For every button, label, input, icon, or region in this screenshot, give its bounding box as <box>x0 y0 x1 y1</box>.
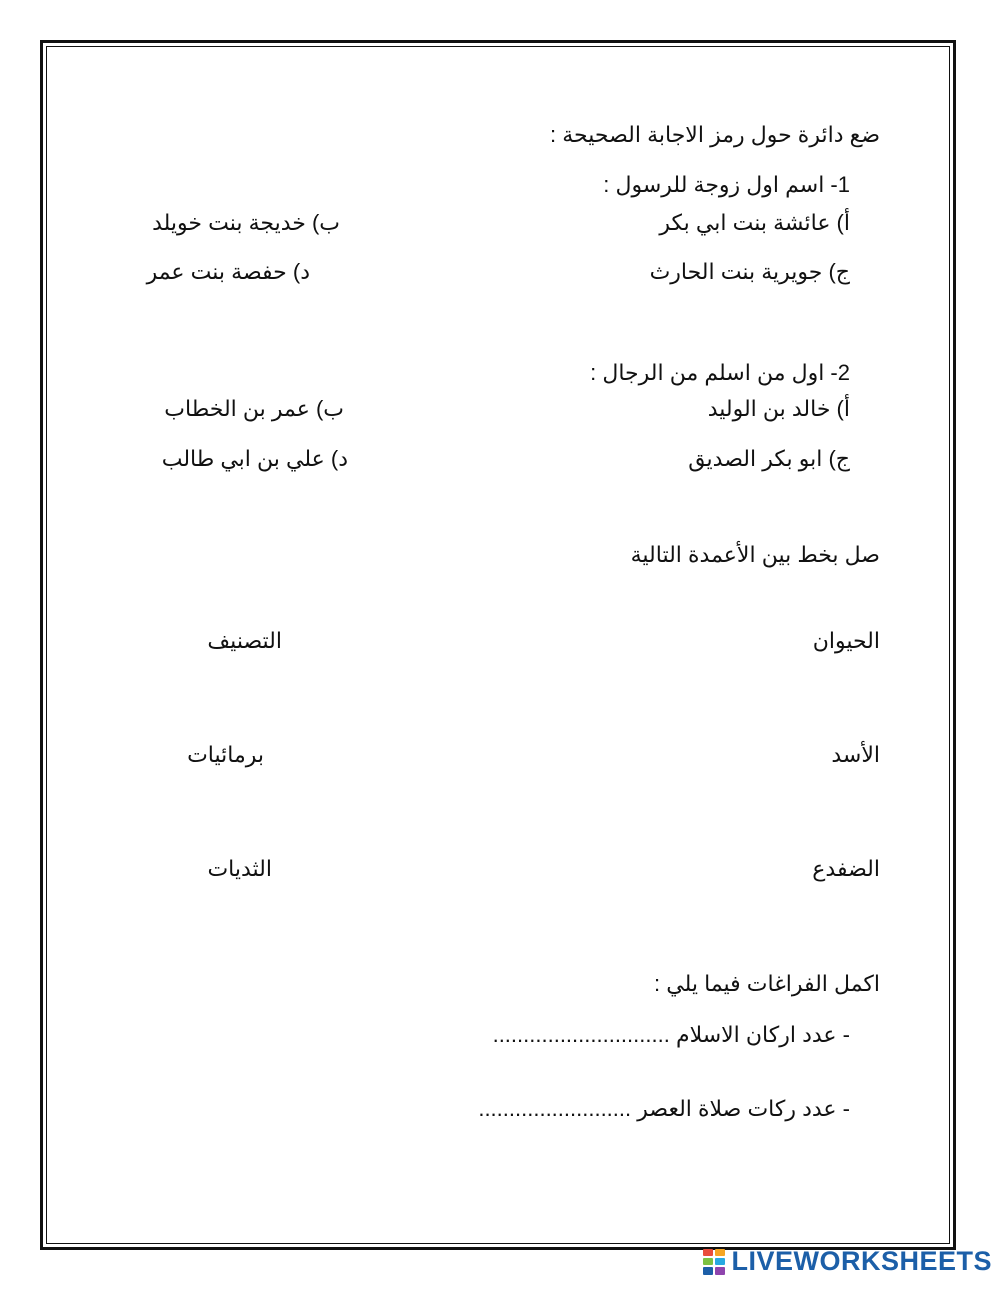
column-class-header: التصنيف <box>207 628 282 653</box>
q1-option-b: ب) خديجة بنت خويلد <box>152 210 340 235</box>
fill-blank-2: - عدد ركات صلاة العصر ......................... <box>478 1096 850 1121</box>
liveworksheets-wordmark: LIVEWORKSHEETS <box>731 1246 992 1276</box>
fill-blank-1: - عدد اركان الاسلام ............................. <box>492 1022 850 1047</box>
section3-title: اكمل الفراغات فيما يلي : <box>654 971 880 996</box>
q1-question: 1- اسم اول زوجة للرسول : <box>603 172 850 197</box>
animal-item-2: الضفدع <box>812 856 880 881</box>
q2-option-b: ب) عمر بن الخطاب <box>164 396 344 421</box>
q1-option-c: ج) جويرية بنت الحارث <box>649 259 850 284</box>
section1-title: ضع دائرة حول رمز الاجابة الصحيحة : <box>550 122 880 147</box>
column-animal-header: الحيوان <box>812 628 880 653</box>
liveworksheets-logo-icon <box>703 1249 725 1275</box>
section2-title: صل بخط بين الأعمدة التالية <box>630 542 880 567</box>
class-item-1: برمائيات <box>187 742 264 767</box>
q2-question: 2- اول من اسلم من الرجال : <box>590 360 850 385</box>
class-item-2: الثديات <box>207 856 272 881</box>
liveworksheets-brand <box>703 1246 992 1277</box>
q2-option-c: ج) ابو بكر الصديق <box>688 446 850 471</box>
q2-option-d: د) علي بن ابي طالب <box>161 446 348 471</box>
q1-option-d: د) حفصة بنت عمر <box>146 259 310 284</box>
q2-option-a: أ) خالد بن الوليد <box>707 396 850 421</box>
q1-option-a: أ) عائشة بنت ابي بكر <box>659 210 850 235</box>
animal-item-1: الأسد <box>831 742 880 767</box>
